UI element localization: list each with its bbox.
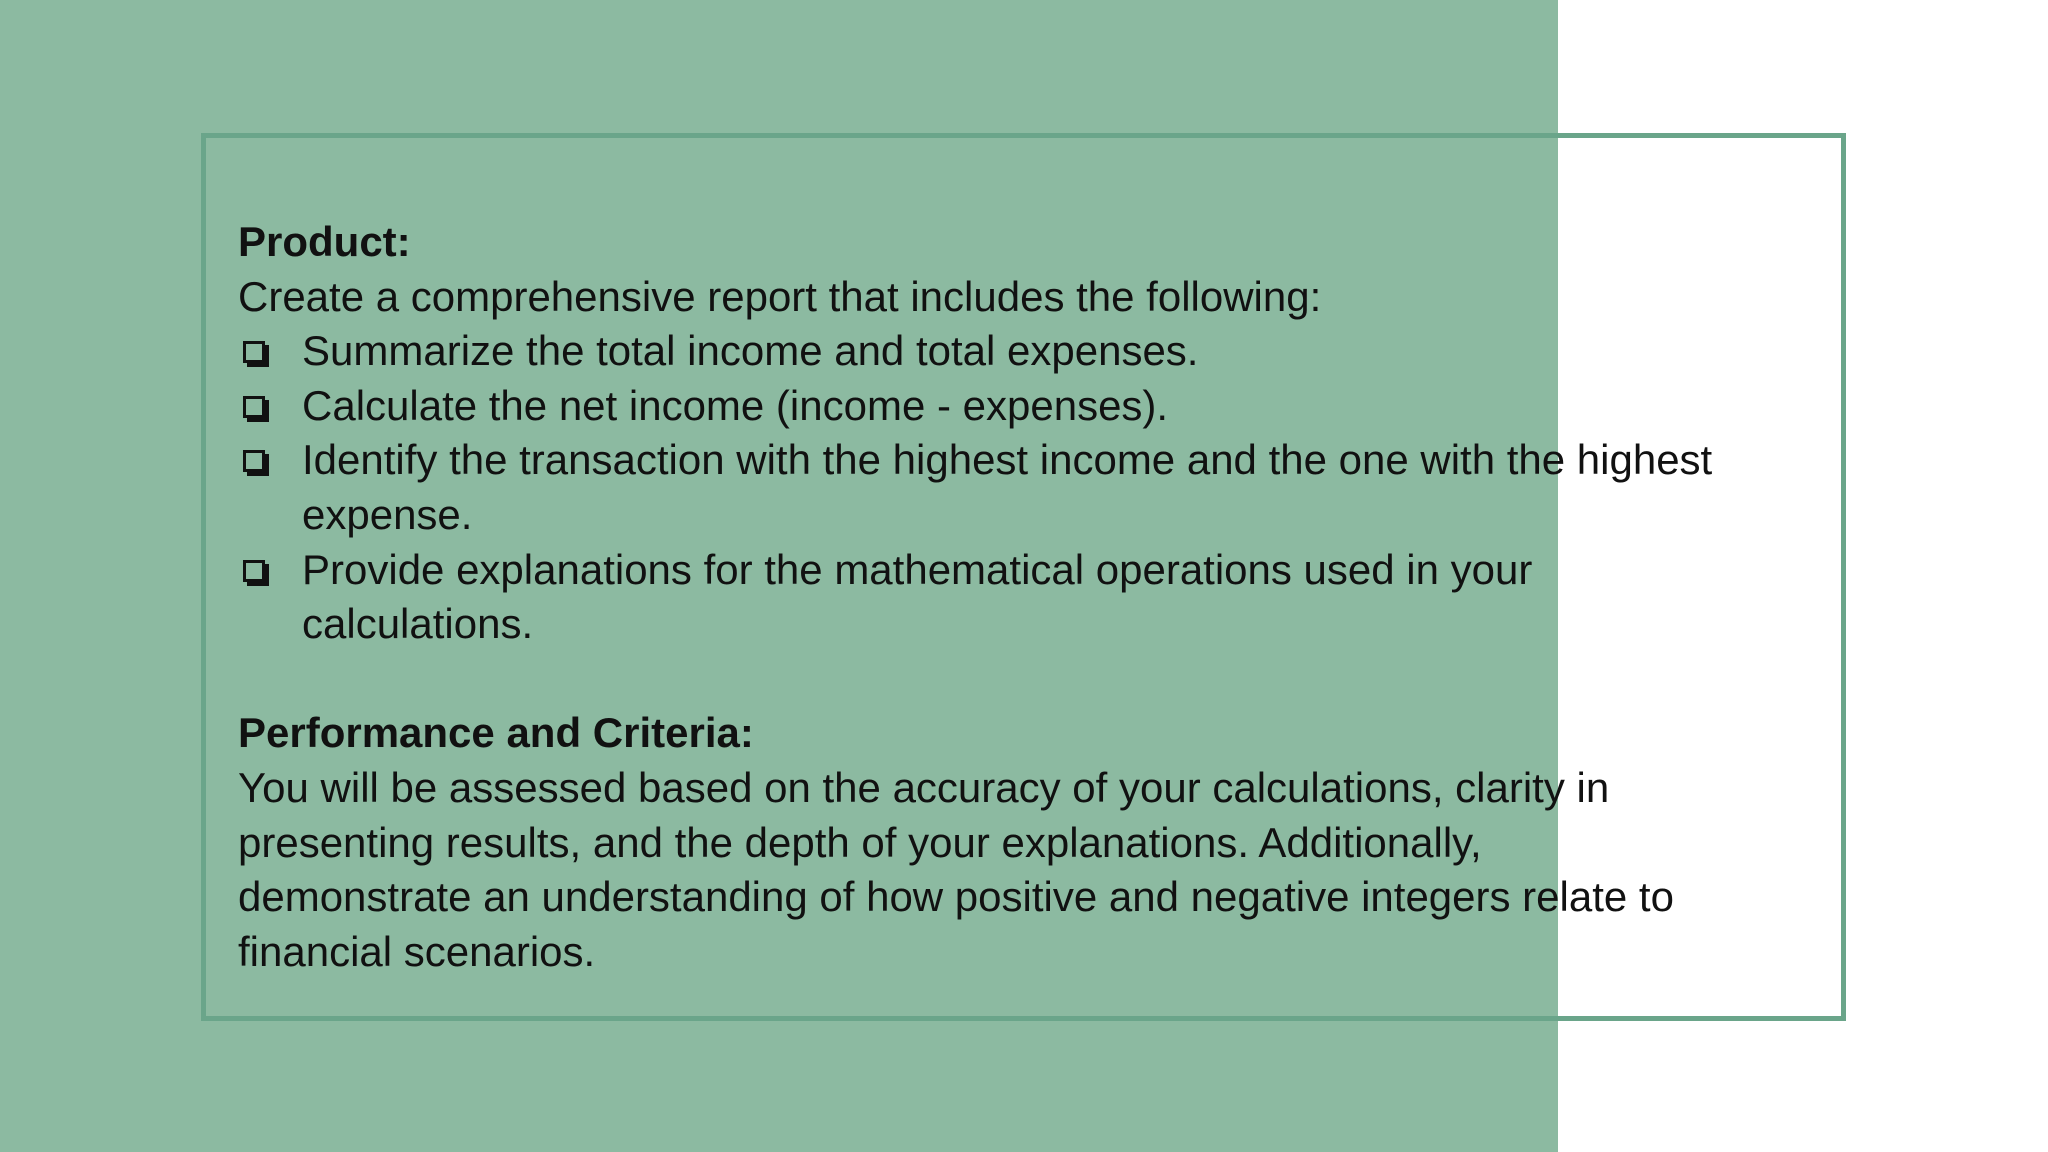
list-item [238,324,1732,379]
performance-line: You will be assessed based on the accuracy of your calculations, clarity in [238,763,1610,811]
requirements-list [238,324,1838,652]
performance-heading: Performance and Criteria: [238,709,754,757]
list-item [238,543,1732,652]
slide-content [238,215,1838,979]
performance-line: financial scenarios. [238,927,596,975]
section-spacer [238,652,1838,707]
performance-line: presenting results, and the depth of your explanations. Additionally, [238,818,1482,866]
list-item-text: Provide explanations for the mathematical operations used in your calculations. [302,545,1533,648]
performance-line: demonstrate an understanding of how positive and negative integers relate to [238,873,1674,921]
list-item [238,379,1732,434]
performance-body [238,761,1838,979]
list-item-text: Calculate the net income (income - expenses). [302,381,1169,429]
checkbox-icon [243,341,265,363]
product-heading: Product: [238,218,411,265]
product-intro: Create a comprehensive report that includes the following: [238,272,1322,320]
list-item [238,433,1732,542]
checkbox-icon [243,396,265,418]
list-item-text: Identify the transaction with the highest income and the one with the highest expense. [302,436,1713,538]
list-item-text: Summarize the total income and total expenses. [302,327,1199,375]
checkbox-icon [243,450,265,472]
checkbox-icon [243,560,265,582]
